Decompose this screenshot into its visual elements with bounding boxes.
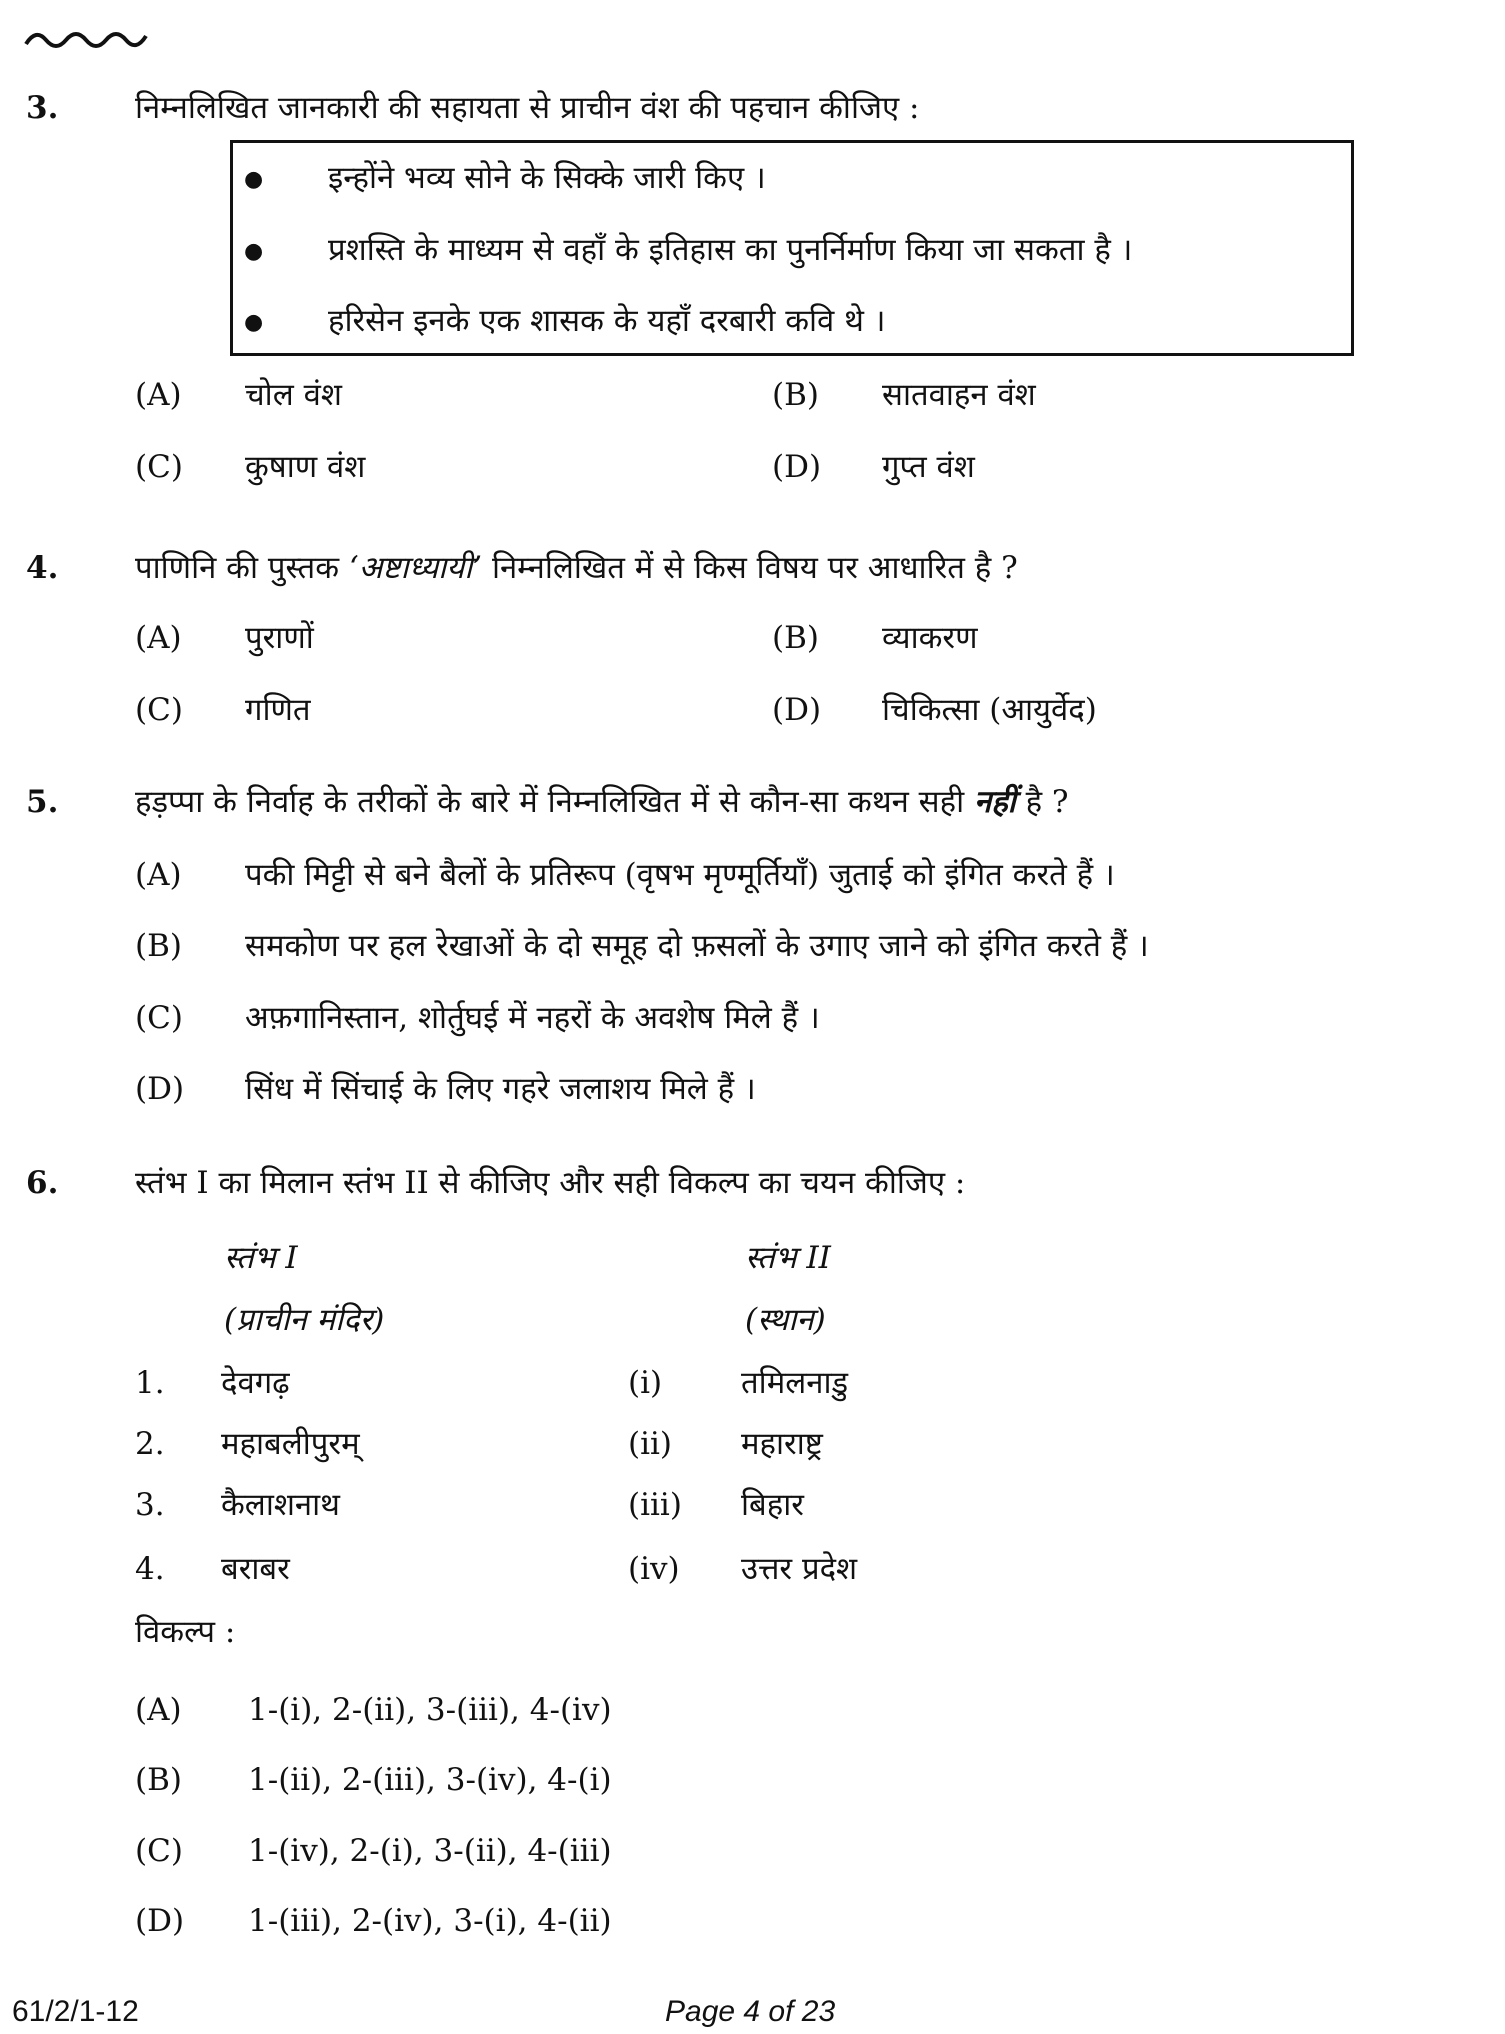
options-label: विकल्प :	[135, 1614, 236, 1650]
column-1-subtitle: (प्राचीन मंदिर)	[224, 1302, 385, 1338]
clue-item: इन्होंने भव्य सोने के सिक्के जारी किए ।	[328, 160, 766, 196]
question-text: स्तंभ I का मिलान स्तंभ II से कीजिए और सही विकल्प का चयन कीजिए :	[135, 1165, 966, 1201]
clue-item: प्रशस्ति के माध्यम से वहाँ के इतिहास का पुनर्निर्माण किया जा सकता है ।	[328, 232, 1133, 268]
option-label: (B)	[135, 1762, 182, 1798]
option-text: 1-(iii), 2-(iv), 3-(i), 4-(ii)	[248, 1903, 612, 1939]
paper-code: 61/2/1-12	[12, 1995, 139, 2028]
option-text: गणित	[245, 692, 311, 728]
option-text: समकोण पर हल रेखाओं के दो समूह दो फ़सलों के उगाए जाने को इंगित करते हैं ।	[245, 928, 1149, 964]
row-number: 1.	[135, 1365, 165, 1401]
wave-decoration-icon	[24, 26, 154, 56]
roman-numeral: (i)	[628, 1365, 663, 1401]
place-name: बिहार	[741, 1487, 804, 1523]
option-label: (D)	[772, 692, 822, 728]
roman-numeral: (ii)	[628, 1426, 673, 1462]
option-text: पकी मिट्टी से बने बैलों के प्रतिरूप (वृषभ मृण्मूर्तियाँ) जुताई को इंगित करते हैं ।	[245, 857, 1115, 893]
option-label: (A)	[135, 857, 182, 893]
option-label: (D)	[135, 1903, 185, 1939]
option-text: चोल वंश	[245, 377, 342, 413]
column-2-subtitle: (स्थान)	[745, 1302, 826, 1338]
row-number: 3.	[135, 1487, 165, 1523]
roman-numeral: (iv)	[628, 1551, 680, 1587]
question-text-part: निम्नलिखित में से किस विषय पर आधारित है ?	[491, 550, 1018, 586]
option-text: सातवाहन वंश	[882, 377, 1036, 413]
option-label: (B)	[135, 928, 182, 964]
option-label: (C)	[135, 449, 183, 485]
roman-numeral: (iii)	[628, 1487, 682, 1523]
option-label: (A)	[135, 377, 182, 413]
row-number: 2.	[135, 1426, 165, 1462]
place-name: उत्तर प्रदेश	[741, 1551, 858, 1587]
bullet-icon: ●	[244, 239, 264, 264]
question-text-part: है ?	[1025, 784, 1069, 820]
question-text	[135, 782, 1069, 822]
option-text: अफ़गानिस्तान, शोर्तुघई में नहरों के अवशेष मिले हैं ।	[245, 1000, 820, 1036]
option-label: (C)	[135, 692, 183, 728]
clue-item: हरिसेन इनके एक शासक के यहाँ दरबारी कवि थे ।	[328, 303, 886, 339]
option-text: व्याकरण	[882, 620, 978, 656]
option-text: 1-(i), 2-(ii), 3-(iii), 4-(iv)	[248, 1692, 612, 1728]
question-text-part: हड़प्पा के निर्वाह के तरीकों के बारे में निम्नलिखित में से कौन-सा कथन सही	[135, 784, 965, 820]
question-number: 3.	[26, 90, 59, 126]
temple-name: बराबर	[221, 1551, 290, 1587]
option-label: (C)	[135, 1000, 183, 1036]
option-text: चिकित्सा (आयुर्वेद)	[882, 692, 1097, 728]
option-label: (D)	[772, 449, 822, 485]
question-number: 6.	[26, 1165, 59, 1201]
temple-name: महाबलीपुरम्	[221, 1426, 360, 1462]
column-1-title: स्तंभ I	[224, 1240, 298, 1276]
bullet-icon: ●	[244, 310, 264, 335]
option-text: सिंध में सिंचाई के लिए गहरे जलाशय मिले हैं ।	[245, 1071, 756, 1107]
option-text: गुप्त वंश	[882, 449, 975, 485]
option-label: (A)	[135, 1692, 182, 1728]
column-2-title: स्तंभ II	[745, 1240, 831, 1276]
place-name: महाराष्ट्र	[741, 1426, 823, 1462]
book-title: ‘अष्टाध्यायी’	[348, 550, 483, 586]
option-text: 1-(iv), 2-(i), 3-(ii), 4-(iii)	[248, 1833, 612, 1869]
row-number: 4.	[135, 1551, 165, 1587]
option-label: (B)	[772, 620, 819, 656]
temple-name: कैलाशनाथ	[221, 1487, 340, 1523]
place-name: तमिलनाडु	[741, 1365, 849, 1401]
question-number: 4.	[26, 550, 59, 586]
option-label: (D)	[135, 1071, 185, 1107]
question-text-part: पाणिनि की पुस्तक	[135, 550, 340, 586]
option-text: 1-(ii), 2-(iii), 3-(iv), 4-(i)	[248, 1762, 612, 1798]
question-text: निम्नलिखित जानकारी की सहायता से प्राचीन वंश की पहचान कीजिए :	[135, 90, 920, 126]
emphasis-not: नहीं	[974, 784, 1016, 820]
question-number: 5.	[26, 784, 59, 820]
option-text: कुषाण वंश	[245, 449, 366, 485]
question-text	[135, 548, 1018, 588]
option-label: (A)	[135, 620, 182, 656]
temple-name: देवगढ़	[221, 1365, 290, 1401]
page-number: Page 4 of 23	[665, 1995, 836, 2028]
option-text: पुराणों	[245, 620, 314, 656]
option-label: (C)	[135, 1833, 183, 1869]
bullet-icon: ●	[244, 167, 264, 192]
option-label: (B)	[772, 377, 819, 413]
